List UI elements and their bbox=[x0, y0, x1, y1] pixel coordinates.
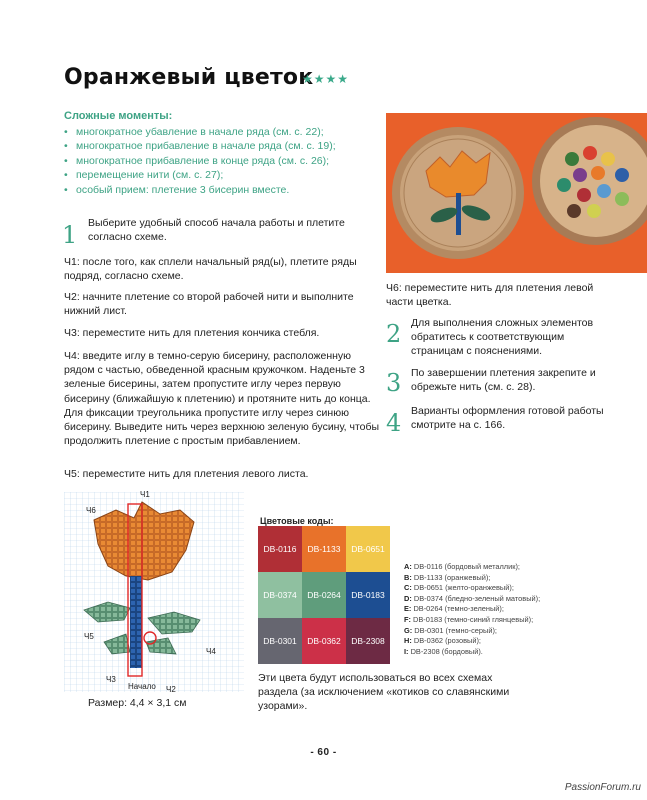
color-swatch bbox=[258, 526, 302, 572]
legend-key: I: bbox=[404, 646, 409, 656]
difficulty-item: • многократное прибавление в конце ряда (см. с. 26); bbox=[64, 154, 374, 168]
swatch-code: DB-0264 bbox=[307, 590, 341, 600]
legend-text: DB-0374 (бледно-зеленый матовый); bbox=[411, 593, 541, 603]
difficulty-item: • перемещение нити (см. с. 27); bbox=[64, 168, 374, 182]
note-ch2 bbox=[64, 290, 380, 318]
swatch-code: DB-0116 bbox=[263, 544, 297, 554]
step-2-number: 2 bbox=[386, 320, 402, 348]
color-swatch bbox=[346, 572, 390, 618]
legend-text: DB-0301 (темно-серый); bbox=[412, 625, 497, 635]
swatch-code: DB-0374 bbox=[263, 590, 297, 600]
colors-note: Эти цвета будут использоваться во всех схемах раздела (за исключением «котиков со славянскими узорами». bbox=[258, 672, 510, 712]
color-legend bbox=[404, 562, 614, 657]
step-2-text: Для выполнения сложных элементов обратитесь к соответствующим страницам с пояснениями. bbox=[411, 317, 594, 358]
page-number: - 60 - bbox=[310, 747, 337, 758]
note-ch2-text: начните плетение со второй рабочей нити и выполните нижний лист. bbox=[64, 291, 354, 318]
bead-chart-svg bbox=[64, 492, 244, 692]
note-ch4-text: введите иглу в темно-серую бисерину, расположенную рядом с частью, обведенной красным кружочком. Наденьте 3 зеленые бисерины, затем пропустите иглу через первую бисерину (ближайшую к плетению) и протяните нить до конца. Для фиксации треугольника пропустите иглу через синюю бисерину. Выведите нить через верхнюю зеленую бусину, чтобы продолжить плетение с простым прибавлением. bbox=[64, 350, 380, 448]
swatch-code: DB-1133 bbox=[307, 544, 341, 554]
size-caption: Размер: 4,4 × 3,1 см bbox=[88, 697, 187, 709]
note-ch6 bbox=[386, 281, 616, 309]
swatch-code: DB-0301 bbox=[263, 636, 297, 646]
note-ch5-text: переместите нить для плетения левого листа. bbox=[79, 468, 309, 480]
legend-key: F: bbox=[404, 614, 411, 624]
color-palette bbox=[258, 526, 390, 664]
legend-text: DB-0116 (бордовый металлик); bbox=[411, 562, 520, 571]
legend-text: DB-0264 (темно-зеленый); bbox=[411, 604, 504, 614]
difficulties-list bbox=[64, 125, 374, 197]
footer-watermark: PassionForum.ru bbox=[564, 782, 641, 793]
legend-item bbox=[404, 573, 614, 584]
swatch-code: DB-2308 bbox=[351, 636, 385, 646]
bead-chart bbox=[64, 492, 244, 692]
legend-key: G: bbox=[404, 625, 413, 635]
difficulty-item: • многократное прибавление в начале ряда (см. с. 19); bbox=[64, 139, 374, 153]
difficulty-item: • особый прием: плетение 3 бисерин вместе. bbox=[64, 183, 374, 197]
legend-text: DB-0651 (желто-оранжевый); bbox=[411, 583, 514, 593]
color-swatch bbox=[302, 618, 346, 664]
note-ch6-text: переместите нить для плетения левой части цветка. bbox=[386, 282, 594, 309]
legend-text: DB-1133 (оранжевый); bbox=[411, 572, 491, 582]
legend-key: H: bbox=[404, 636, 412, 646]
photo-illustration bbox=[386, 113, 647, 273]
color-swatch bbox=[346, 526, 390, 572]
legend-key: C: bbox=[404, 583, 412, 593]
note-ch1-label: Ч1: bbox=[64, 256, 80, 268]
legend-key: E: bbox=[404, 604, 412, 614]
legend-text: DB-0183 (темно-синий глянцевый); bbox=[410, 614, 534, 624]
legend-item bbox=[404, 604, 614, 615]
chart-label-ch6: Ч6 bbox=[86, 506, 96, 515]
legend-item bbox=[404, 626, 614, 637]
legend-item bbox=[404, 615, 614, 626]
note-ch4-label: Ч4: bbox=[64, 350, 80, 362]
note-ch6-label: Ч6: bbox=[386, 282, 402, 294]
chart-label-ch5: Ч5 bbox=[84, 632, 94, 641]
color-codes-caption: Цветовые коды: bbox=[260, 516, 334, 526]
swatch-code: DB-0362 bbox=[307, 636, 341, 646]
color-swatch bbox=[346, 618, 390, 664]
note-ch5-label: Ч5: bbox=[64, 468, 80, 480]
color-swatch bbox=[258, 572, 302, 618]
color-swatch bbox=[302, 526, 346, 572]
difficulty-item: • многократное убавление в начале ряда (см. с. 22); bbox=[64, 125, 374, 139]
step-1-number: 1 bbox=[62, 221, 78, 249]
chart-label-ch2: Ч2 bbox=[166, 685, 176, 694]
step-1-text: Выберите удобный способ начала работы и плетите согласно схеме. bbox=[88, 217, 345, 244]
difficulties-heading: Сложные моменты: bbox=[64, 110, 173, 122]
legend-text: DB-2308 (бордовый). bbox=[408, 646, 483, 656]
note-ch4 bbox=[64, 349, 380, 448]
color-swatch bbox=[302, 572, 346, 618]
color-swatch bbox=[258, 618, 302, 664]
legend-item bbox=[404, 562, 614, 573]
product-photo bbox=[386, 113, 647, 273]
chart-label-ch1: Ч1 bbox=[140, 490, 150, 499]
step-3-number: 3 bbox=[386, 369, 402, 397]
swatch-code: DB-0651 bbox=[351, 544, 385, 554]
swatch-code: DB-0183 bbox=[351, 590, 385, 600]
page-title: Оранжевый цветок bbox=[64, 65, 314, 90]
step-3-text: По завершении плетения закрепите и обрежьте нить (см. с. 28). bbox=[411, 367, 596, 394]
step-4-text: Варианты оформления готовой работы смотрите на с. 166. bbox=[411, 405, 604, 432]
legend-item bbox=[404, 583, 614, 594]
note-ch3 bbox=[64, 326, 380, 340]
note-ch3-label: Ч3: bbox=[64, 327, 80, 339]
note-ch2-label: Ч2: bbox=[64, 291, 80, 303]
note-ch5 bbox=[64, 467, 380, 481]
chart-label-ch3: Ч3 bbox=[106, 675, 116, 684]
note-ch1-text: после того, как сплели начальный ряд(ы), плетите ряды подряд, согласно схеме. bbox=[64, 256, 357, 283]
step-4-number: 4 bbox=[386, 409, 402, 437]
legend-key: A: bbox=[404, 562, 412, 571]
note-ch1 bbox=[64, 255, 380, 283]
legend-key: B: bbox=[404, 572, 412, 582]
legend-item bbox=[404, 636, 614, 647]
chart-label-start: Начало bbox=[128, 682, 156, 691]
difficulty-stars: ★★★★ bbox=[302, 72, 350, 86]
legend-key: D: bbox=[404, 593, 412, 603]
legend-item bbox=[404, 594, 614, 605]
chart-label-ch4: Ч4 bbox=[206, 647, 216, 656]
legend-text: DB-0362 (розовый); bbox=[411, 636, 481, 646]
legend-item bbox=[404, 647, 614, 658]
note-ch3-text: переместите нить для плетения кончика стебля. bbox=[79, 327, 320, 339]
